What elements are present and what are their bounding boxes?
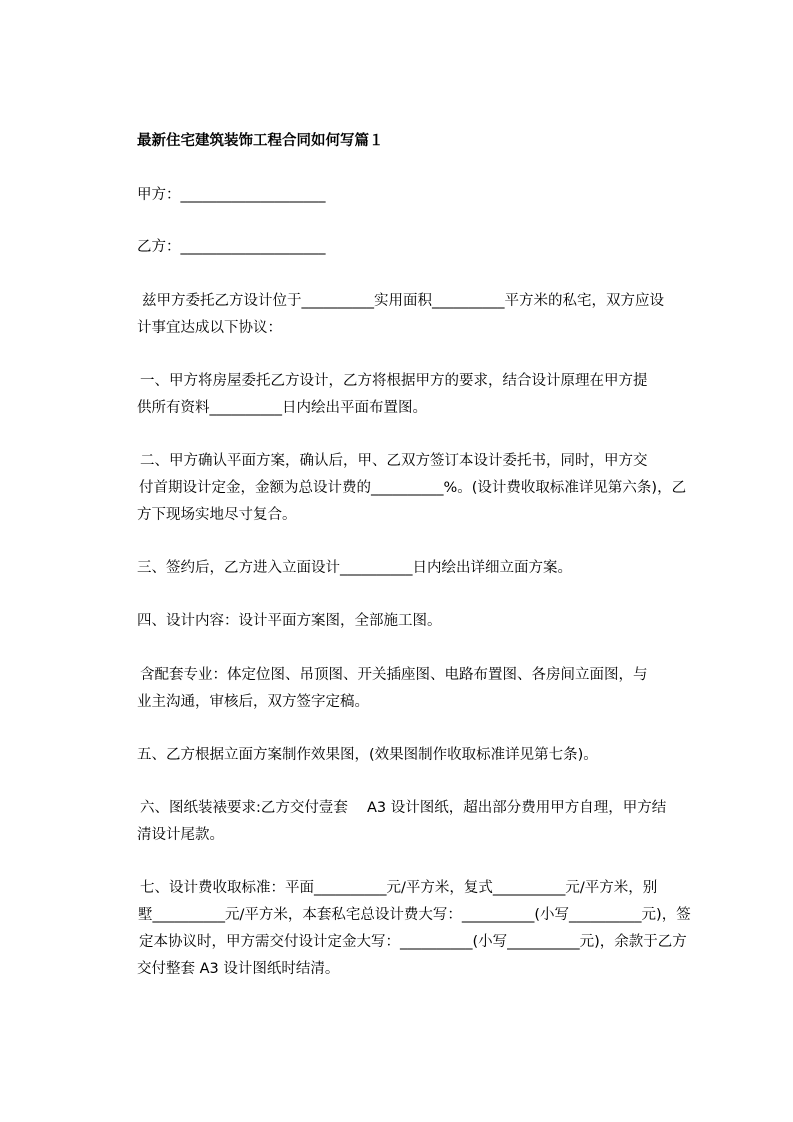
intro-line-2: 计事宜达成以下协议： <box>137 320 282 336</box>
clause-3-line-1: 三、签约后，乙方进入立面设计__________日内绘出详细立面方案。 <box>137 560 572 576</box>
clause-7-line-2: 墅__________元/平方米，本套私宅总设计费大写：__________(小写__________元)，签 <box>138 907 691 923</box>
clause-7-line-1: 七、设计费收取标准：平面__________元/平方米，复式__________元/平方米，别 <box>140 880 658 896</box>
clause-6-line-2: 清设计尾款。 <box>137 827 224 843</box>
clause-1-line-2: 供所有资料__________日内绘出平面布置图。 <box>137 400 427 416</box>
clause-7-line-3: 定本协议时，甲方需交付设计定金大写：__________(小写__________元)，余款于乙方 <box>139 934 687 950</box>
party-b-line: 乙方：____________________ <box>137 239 326 255</box>
clause-7-line-4: 交付整套 A3 设计图纸时结清。 <box>137 961 340 977</box>
supporting-line-2: 业主沟通，审核后，双方签字定稿。 <box>137 694 369 710</box>
clause-5-line-1: 五、乙方根据立面方案制作效果图，(效果图制作收取标准详见第七条)。 <box>137 747 598 763</box>
document-title: 最新住宅建筑装饰工程合同如何写篇１ <box>137 133 384 149</box>
clause-2-line-2: 付首期设计定金，金额为总设计费的__________%。(设计费收取标准详见第六条)，乙 <box>139 480 687 496</box>
supporting-line-1: 含配套专业：体定位图、吊顶图、开关插座图、电路布置图、各房间立面图，与 <box>140 667 648 683</box>
party-a-line: 甲方：____________________ <box>137 187 326 203</box>
clause-2-line-1: 二、甲方确认平面方案，确认后，甲、乙双方签订本设计委托书，同时，甲方交 <box>140 453 648 469</box>
intro-line-1: 兹甲方委托乙方设计位于__________实用面积__________平方米的私宅，双方应设 <box>142 293 664 309</box>
clause-2-line-3: 方下现场实地尽寸复合。 <box>137 507 297 523</box>
clause-1-line-1: 一、甲方将房屋委托乙方设计，乙方将根据甲方的要求，结合设计原理在甲方提 <box>140 373 648 389</box>
clause-6-line-1: 六、图纸装裱要求:乙方交付壹套 A3 设计图纸，超出部分费用甲方自理，甲方结 <box>140 800 667 816</box>
clause-4-line-1: 四、设计内容：设计平面方案图，全部施工图。 <box>137 613 442 629</box>
